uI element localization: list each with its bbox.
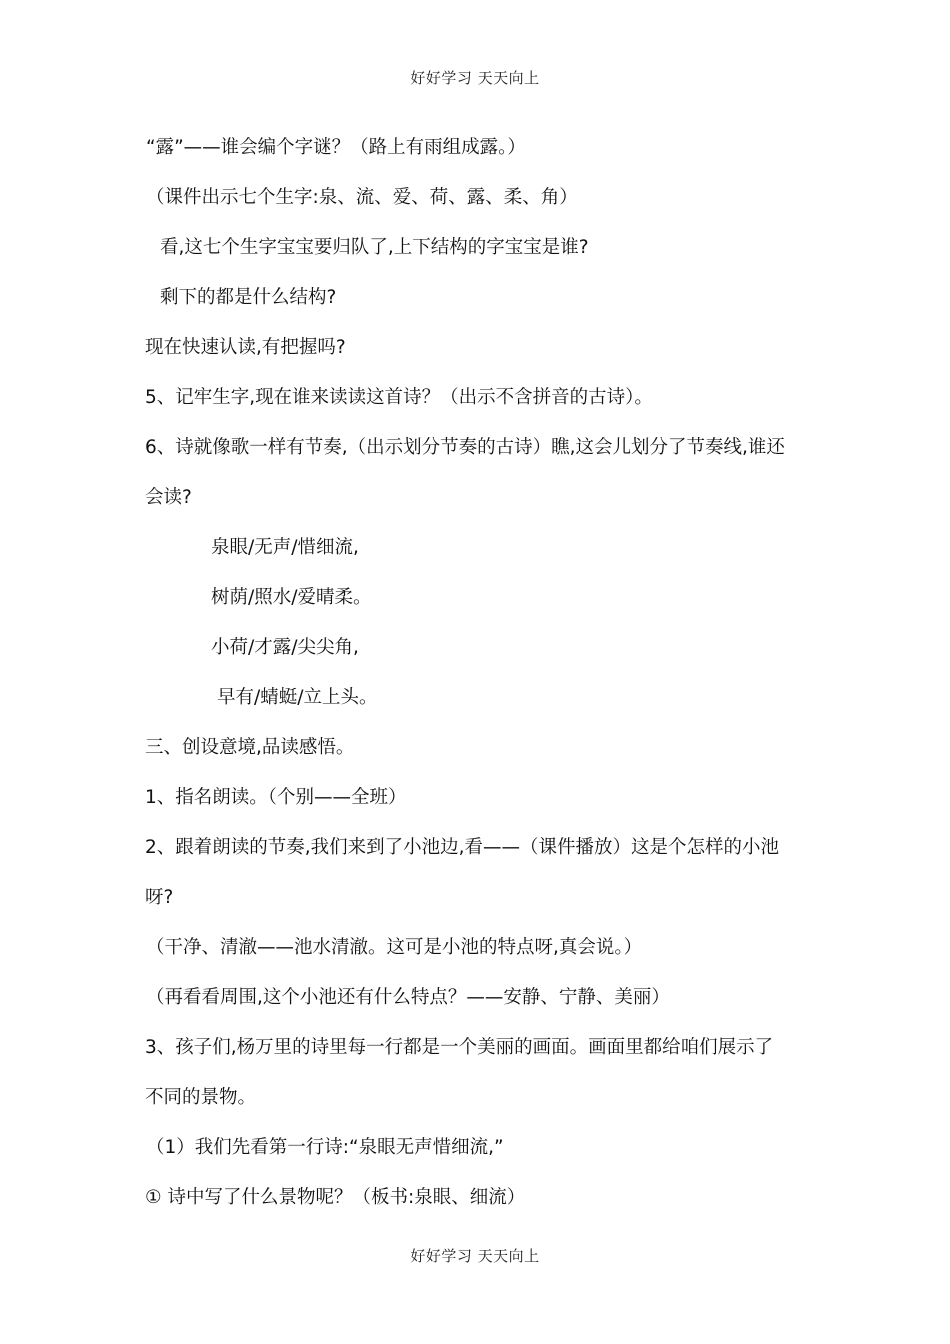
poem-line: 小荷/才露/尖尖角, xyxy=(211,637,359,658)
text-line: 现在快速认读,有把握吗? xyxy=(145,337,346,358)
text-line: （干净、清澈——池水清澈。这可是小池的特点呀,真会说。） xyxy=(146,937,643,958)
section-heading: 三、创设意境,品读感悟。 xyxy=(145,737,355,758)
poem-line: 树荫/照水/爱晴柔。 xyxy=(211,587,372,608)
text-line: 看,这七个生字宝宝要归队了,上下结构的字宝宝是谁? xyxy=(160,237,589,258)
text-line: 1、指名朗读。（个别——全班） xyxy=(145,787,407,808)
text-line: （课件出示七个生字:泉、流、爱、荷、露、柔、角） xyxy=(146,187,578,208)
poem-line: 早有/蜻蜓/立上头。 xyxy=(217,687,378,708)
text-line: （1）我们先看第一行诗:“泉眼无声惜细流,” xyxy=(146,1137,504,1158)
page-header: 好好学习 天天向上 xyxy=(410,69,540,87)
text-line: 会读? xyxy=(145,487,192,508)
text-line: 剩下的都是什么结构? xyxy=(160,287,337,308)
page-footer: 好好学习 天天向上 xyxy=(410,1247,540,1265)
text-line: （再看看周围,这个小池还有什么特点？——安静、宁静、美丽） xyxy=(146,987,670,1008)
text-line: 呀? xyxy=(145,887,174,908)
text-line: ① 诗中写了什么景物呢？（板书:泉眼、细流） xyxy=(145,1187,526,1208)
text-line: 6、诗就像歌一样有节奏,（出示划分节奏的古诗）瞧,这会儿划分了节奏线,谁还 xyxy=(145,437,785,458)
text-line: 5、记牢生字,现在谁来读读这首诗？（出示不含拼音的古诗）。 xyxy=(145,387,653,408)
text-line: 3、孩子们,杨万里的诗里每一行都是一个美丽的画面。画面里都给咱们展示了 xyxy=(145,1037,774,1058)
text-line: “露”——谁会编个字谜？（路上有雨组成露。） xyxy=(146,137,526,158)
text-line: 不同的景物。 xyxy=(145,1087,257,1108)
text-line: 2、跟着朗读的节奏,我们来到了小池边,看——（课件播放）这是个怎样的小池 xyxy=(145,837,780,858)
poem-line: 泉眼/无声/惜细流, xyxy=(211,537,359,558)
